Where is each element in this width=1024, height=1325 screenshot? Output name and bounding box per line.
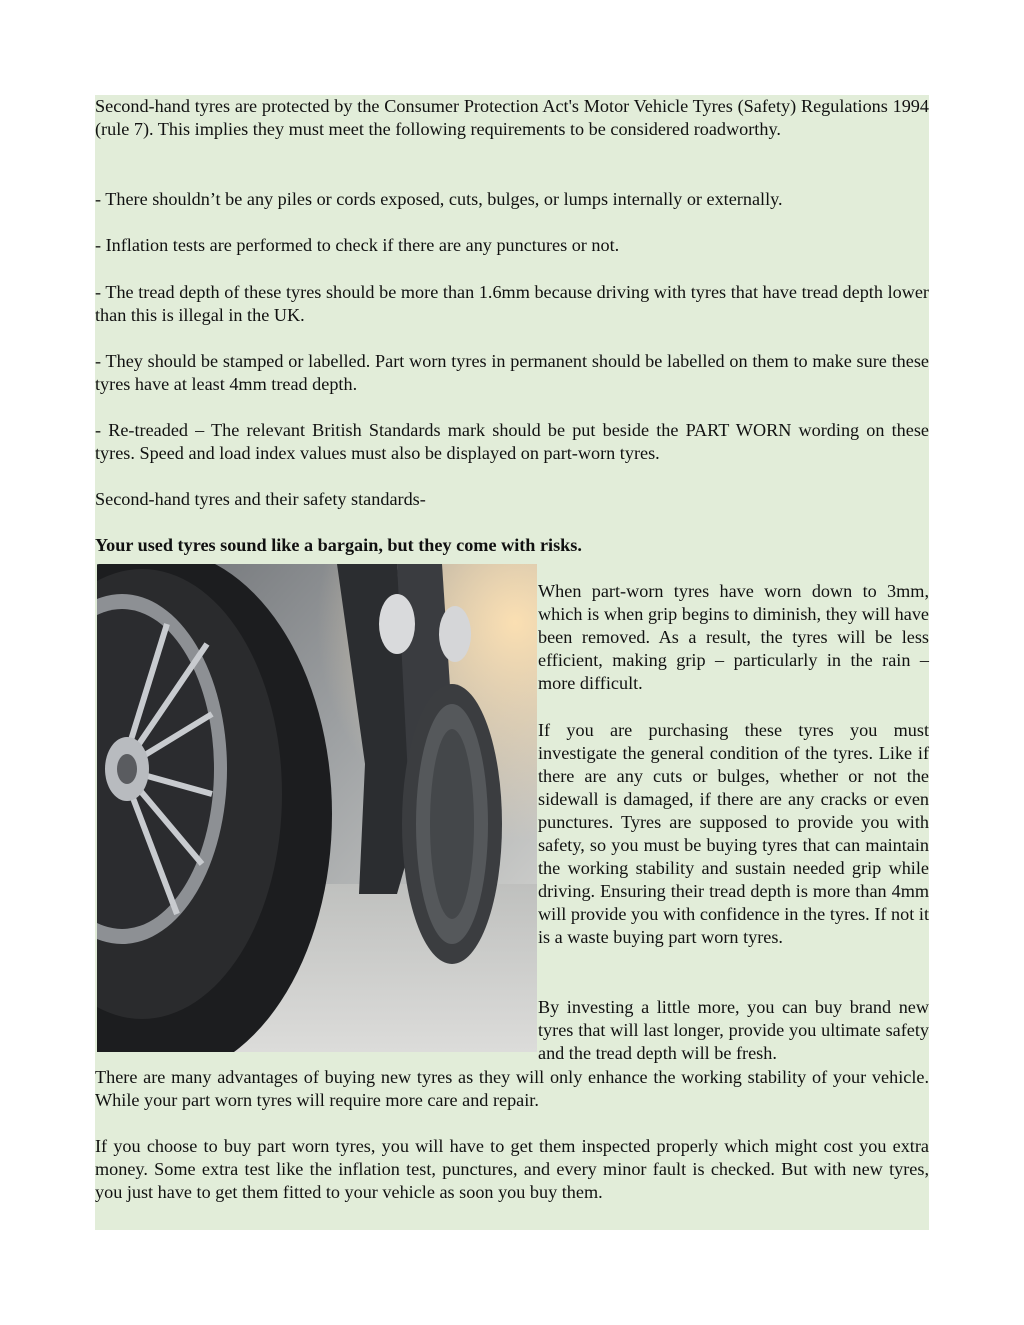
side-paragraph-investing-more: By investing a little more, you can buy brand new tyres that will last longer, provide you ultimate safety and the tread depth will be fresh.	[538, 997, 929, 1063]
risk-heading: Your used tyres sound like a bargain, but they come with risks.	[95, 535, 582, 555]
tyre-photo-illustration	[97, 564, 537, 1052]
inspection-paragraph: If you choose to buy part worn tyres, you will have to get them inspected properly which might cost you extra money. Some extra test like the inflation test, punctures, and every minor fault is checked. But with new tyres, you just have to get them fitted to your vehicle as soon you buy them.	[95, 1136, 929, 1202]
side-paragraph-investigate: If you are purchasing these tyres you must investigate the general condition of the tyres. Like if there are any cuts or bulges, whether or not the sidewall is damaged, if there are any cracks or even punctures. Tyres are supposed to provide you with safety, so you must be buying tyres that can maintain the working stability and sustain needed grip while driving. Ensuring their tread depth is more than 4mm will provide you with confidence in the tyres. If not it is a waste buying part worn tyres.	[538, 720, 929, 947]
tyre-photo	[97, 564, 537, 1052]
bullet-tread-depth: - The tread depth of these tyres should be more than 1.6mm because driving with tyres that have tread depth lower than this is illegal in the UK.	[95, 282, 929, 325]
intro-paragraph: Second-hand tyres are protected by the Consumer Protection Act's Motor Vehicle Tyres (Safety) Regulations 1994 (rule 7). This implies they must meet the following requirements to be considered roadworthy.	[95, 96, 929, 139]
advantages-paragraph: There are many advantages of buying new tyres as they will only enhance the working stability of your vehicle. While your part worn tyres will require more care and repair.	[95, 1067, 929, 1110]
bullet-inflation-tests: - Inflation tests are performed to check if there are any punctures or not.	[95, 235, 620, 255]
bullet-exposed-cords: - There shouldn’t be any piles or cords exposed, cuts, bulges, or lumps internally or externally.	[95, 189, 783, 209]
standards-line: Second-hand tyres and their safety standards-	[95, 489, 426, 509]
side-paragraph-worn-down: When part-worn tyres have worn down to 3mm, which is when grip begins to diminish, they will have been removed. As a result, the tyres will be less efficient, making grip – particularly in the rain – more difficult.	[538, 581, 929, 693]
bullet-stamped-labelled: - They should be stamped or labelled. Part worn tyres in permanent should be labelled on them to make sure these tyres have at least 4mm tread depth.	[95, 351, 929, 394]
bullet-retreaded: - Re-treaded – The relevant British Standards mark should be put beside the PART WORN wording on these tyres. Speed and load index values must also be displayed on part-worn tyres.	[95, 420, 929, 463]
